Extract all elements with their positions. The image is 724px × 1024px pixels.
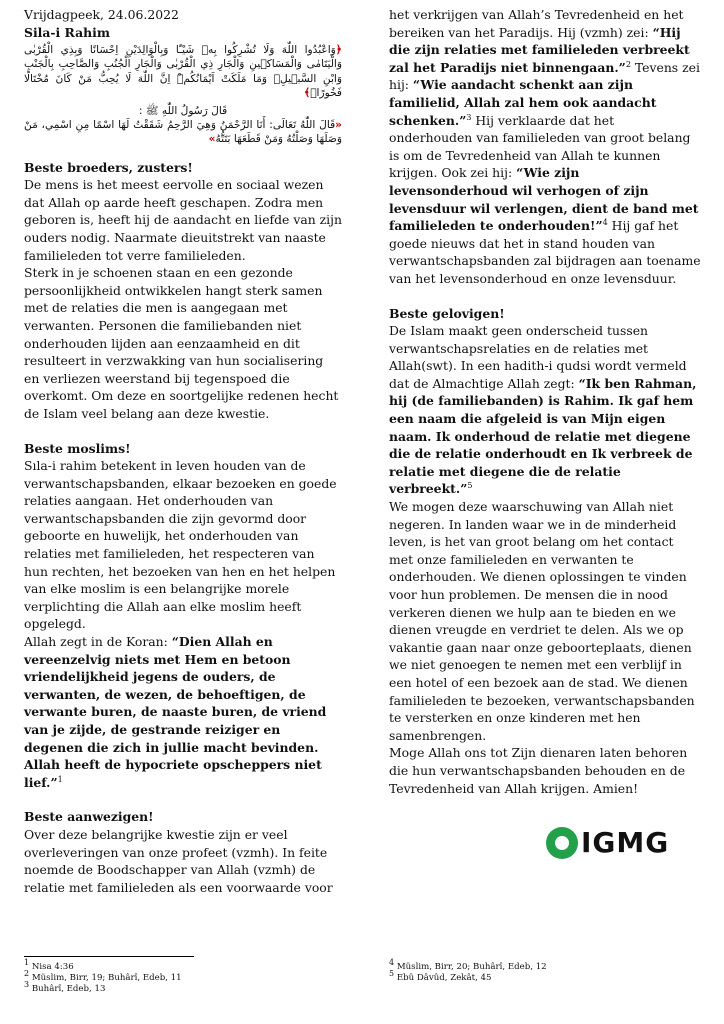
- heading-gelovigen: Beste gelovigen!: [389, 305, 505, 321]
- verse-text: وَاعْبُدُوا اللّٰهَ وَلَا تُشْرِكُوا بِه۪ شَيْـًٔا وَبِالْوَالِدَيْنِ اِحْسَانًا وَبِذِي الْقُرْبٰى وَالْيَتَامٰى وَالْمَسَاك۪ينِ وَالْجَارِ ذِي الْقُرْبٰى وَالْجَارِ الْجُنُبِ وَالصَّاحِبِ بِالْجَنْبِ وَابْنِ السَّب۪يلِۙ وَمَا مَلَكَتْ اَيْمَانُكُمْۜ اِنَّ اللّٰهَ لَا يُحِبُّ مَنْ كَانَ مُخْتَالًا فَخُورًاۙ: [24, 44, 342, 99]
- sermon-title: Sila-i Rahim: [24, 24, 110, 40]
- footnote-ref: 4: [602, 218, 608, 227]
- igmg-logo: [546, 826, 669, 859]
- logo-text: IGMG: [581, 826, 670, 859]
- paragraph-qudsi: De Islam maakt geen onderscheid tussen verwantschapsrelaties en de relaties met Allah(swt). In een hadith-i qudsi wordt vermeld dat de Almachtige Allah zegt: “Ik ben Rahman, hij (de familiebanden) is Rahim. Ik gaf hem een naam die afgeleid is van Mijn eigen naam. Ik onderhoud de relatie met diegene die de relatie onderhoudt en Ik verbreek de relatie met diegene die de relatie verbreekt.”$^5$: [389, 323, 697, 497]
- hadith-bracket-close: »: [208, 133, 216, 146]
- qudsi-quote: “Ik ben Rahman, hij (de familiebanden) is Rahim. Ik gaf hem een naam die afgeleid is van Mijn eigen naam. Ik onderhoud de relatie met diegene die de relatie onderhoudt en Ik verbreek de relatie met diegene die de relatie verbreekt.”: [389, 375, 697, 497]
- left-column: [24, 6, 342, 896]
- paragraph: We mogen deze waarschuwing van Allah niet negeren. In landen waar we in de minderheid leven, is het van groot belang om het contact met onze familieleden en verwanten te onderhouden. We dienen oplossingen te vinden voor hun problemen. De mensen die in nood verkeren dienen we hulp aan te bieden en we dienen vreugde en verdriet te delen. Als we op vakantie gaan naar onze geboorteplaats, dienen we niet genoegen te nemen met een verblijf in een hotel of een bezoek aan de stad. We dienen familieleden te bezoeken, verwantschapsbanden te versterken en onze kinderen met hen samenbrengen.: [389, 499, 695, 743]
- footnote-item: $^4$ Müslim, Birr, 20; Buhârî, Edeb, 12: [389, 958, 547, 972]
- arabic-hadith: [24, 118, 342, 146]
- heading-aanwezigen: Beste aanwezigen!: [24, 809, 154, 825]
- globe-icon: [546, 827, 578, 859]
- paragraph: Over deze belangrijke kwestie zijn er veel overleveringen van onze profeet (vzmh). In feite noemde de Boodschapper van Allah (vzmh) de relatie met familieleden als een voorwaarde voor: [24, 826, 333, 895]
- footnote-ref: 5: [467, 481, 473, 491]
- sermon-date: Vrijdagpeek, 24.06.2022: [24, 7, 179, 22]
- hadith-bracket-open: «: [335, 119, 342, 132]
- verse-bracket-open: ﴿: [335, 44, 342, 57]
- footnote-item: $^5$ Ebû Dâvûd, Zekât, 45: [389, 969, 492, 983]
- paragraph: De mens is het meest eervolle en sociaal wezen dat Allah op aarde heeft geschapen. Zodra men geboren is, heeft hij de aandacht en liefde van zijn ouders nodig. Naarmate dieuitstrekt van naaste familieleden tot verre familieleden.: [24, 177, 342, 263]
- footnote-item: $^2$ Müslim, Birr, 19; Buhârî, Edeb, 11: [24, 969, 182, 983]
- heading-moslims: Beste moslims!: [24, 440, 131, 456]
- verse-bracket-close: ﴾: [303, 86, 311, 99]
- footnote-item: $^1$ Nisa 4:36: [24, 958, 74, 972]
- paragraph: Sıla-i rahim betekent in leven houden van de verwantschapsbanden, elkaar bezoeken en goede relaties aangaan. Het onderhouden van verwantschapsbanden die zijn gevormd door geboorte en huwelijk, het onderhouden van relaties met familieleden, het respecteren van hun rechten, het bezoeken van hen en het helpen van elke moslim is een belangrijke morele verplichting die Allah aan elke moslim heeft opgelegd.: [24, 458, 337, 632]
- hadith-quote: “Hij die zijn relaties met familieleden verbreekt zal het Paradijs niet binnengaan.”: [389, 24, 690, 75]
- quran-quote: “Dien Allah en vereenzelvig niets met Hem en betoon vriendelijkheid jegens de ouders, de verwanten, de wezen, de behoeftigen, de verwante buren, de naaste buren, de vriend van je zijde, de gestrande reiziger en degenen die zich in jullie macht bevinden. Allah heeft de hypocriete opscheppers niet lief.”: [24, 634, 327, 790]
- footnotes-right: [389, 958, 547, 984]
- footnote-item: $^3$ Buhârî, Edeb, 13: [24, 980, 106, 994]
- paragraph-hadith-quotes: het verkrijgen van Allah’s Tevredenheid en het bereiken van het Paradijs. Hij (vzmh) zei: “Hij die zijn relaties met familieleden verbreekt zal het Paradijs niet binnengaan.”$^2$ Tevens zei hij: “Wie aandacht schenkt aan zijn familielid, Allah zal hem ook aandacht schenken.”$^3$ Hij verklaarde dat het onderhouden van familieleden van groot belang is om de Tevredenheid van Allah te kunnen krijgen. Ook zei hij: “Wie zijn levensonderhoud wil verhogen of zijn levensduur wil verlengen, dient de band met familieleden te onderhouden!”$^4$ Hij gaf het goede nieuws dat het in stand houden van verwantschapsbanden zal bijdragen aan toename van het levensonderhoud en onze levensduur.: [389, 7, 701, 286]
- hadith-quote: “Wie zijn levensonderhoud wil verhogen of zijn levensduur wil verlengen, dient de band met familieleden te onderhouden!”: [389, 165, 699, 234]
- right-column: [389, 6, 701, 797]
- paragraph-closing-prayer: Moge Allah ons tot Zijn dienaren laten behoren die hun verwantschapsbanden behouden en de Tevredenheid van Allah krijgen. Amien!: [389, 745, 688, 796]
- footnote-divider: [24, 956, 194, 957]
- footnotes-left: [24, 958, 182, 995]
- footnote-ref: 2: [625, 59, 631, 69]
- footnote-ref: 1: [57, 774, 63, 784]
- paragraph: Sterk in je schoenen staan en een gezonde persoonlijkheid ontwikkelen hangt sterk samen met de relaties die men is aangegaan met verwanten. Personen die familiebanden niet onderhouden lijden aan eenzaamheid en dit resulteert in verzwakking van hun socialisering en verliezen weerstand bij tegenspoed die overkomt. Om deze en soortgelijke redenen hecht de Islam veel belang aan deze kwestie.: [24, 265, 339, 421]
- footnote-ref: 3: [466, 112, 472, 122]
- hadith-text: قَالَ اللّٰهُ تَعَالَى: أَنَا الرَّحْمَنُ وَهِيَ الرَّحِمُ شَقَقْتُ لَهَا اسْمًا مِنِ اسْمِي، مَنْ وَصَلَهَا وَصَلْتُهُ وَمَنْ قَطَعَهَا بَتَتُّهُ: [24, 119, 342, 146]
- paragraph-quran-quote: Allah zegt in de Koran: “Dien Allah en vereenzelvig niets met Hem en betoon vriendelijkheid jegens de ouders, de verwanten, de wezen, de behoeftigen, de verwante buren, de naaste buren, de vriend van je zijde, de gestrande reiziger en degenen die zich in jullie macht bevinden. Allah heeft de hypocriete opscheppers niet lief.”$^1$: [24, 634, 327, 790]
- hadith-intro: قَالَ رَسُولُ اللّٰهِ ﷺ :: [138, 105, 228, 117]
- hadith-quote: “Wie aandacht schenkt aan zijn familielid, Allah zal hem ook aandacht schenken.”: [389, 77, 657, 128]
- arabic-verse: [24, 43, 342, 100]
- heading-broeders: Beste broeders, zusters!: [24, 159, 193, 175]
